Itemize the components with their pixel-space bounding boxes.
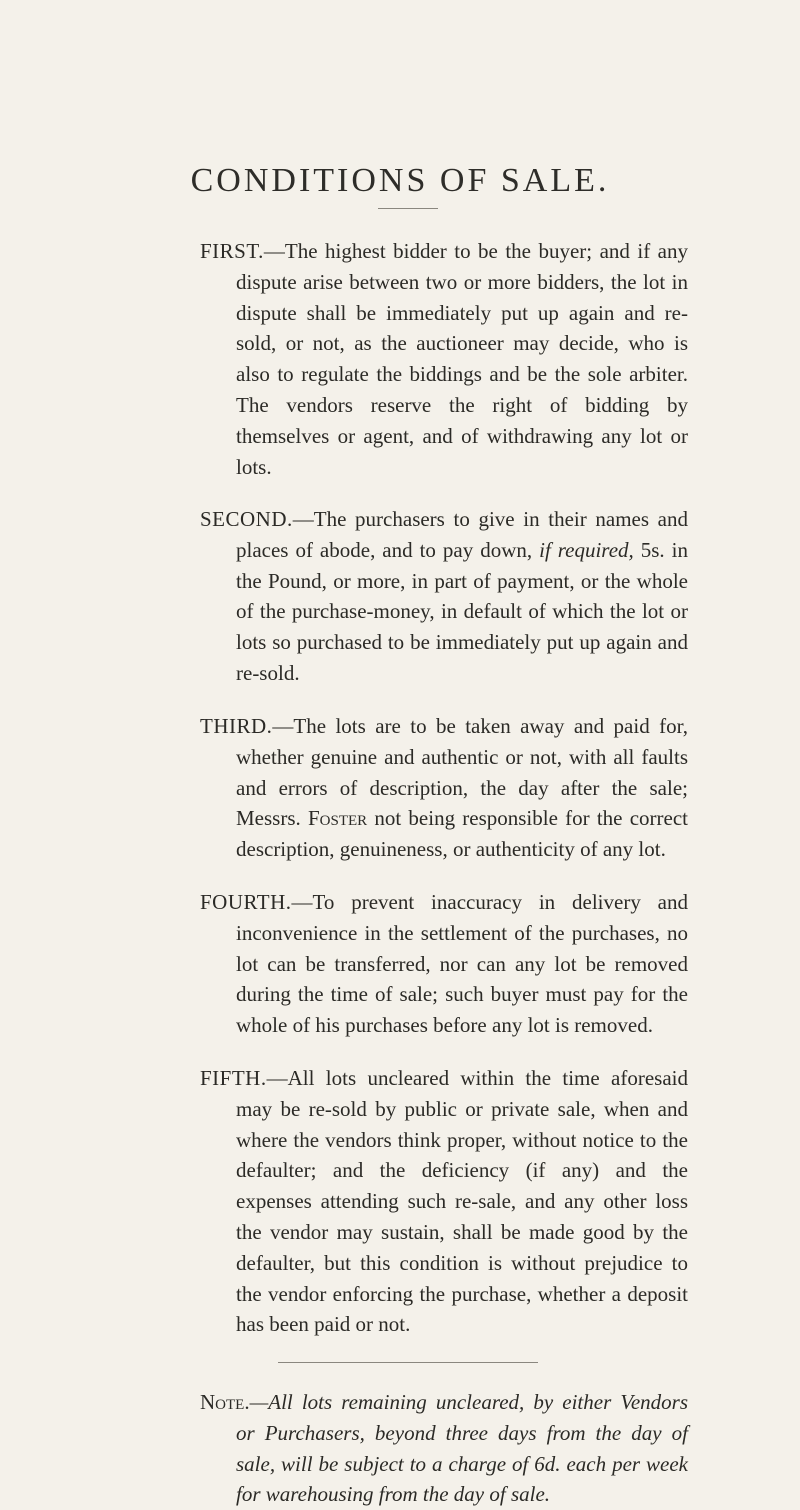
condition-italic-text: if required,: [539, 537, 634, 562]
condition-text: not being responsible for the correct description, genuineness, or authenticity of any lot.: [236, 806, 688, 862]
title-divider: [378, 208, 438, 209]
condition-text: 5s. in the Pound, or more, in part of payment, or the whole of the purchase-money, in default of which the lot or lots so purchased to be immediately put up again and re-sold.: [236, 537, 688, 685]
condition-label: FIRST.: [200, 239, 264, 263]
condition-third: [200, 711, 688, 865]
condition-fifth: [200, 1063, 688, 1340]
note-text: —All lots remaining uncleared, by either Vendors or Purchasers, beyond three days from the day of sale, will be subject to a charge of 6d. each per week for warehousing from the day of sale.: [236, 1390, 688, 1507]
condition-text: —To prevent inaccuracy in delivery and inconvenience in the settlement of the purchases, no lot can be transferred, nor can any lot be removed during the time of sale; such buyer must pay for the whole of his purchases before any lot is removed.: [236, 890, 688, 1038]
condition-text: —The highest bidder to be the buyer; and if any dispute arise between two or more bidders, the lot in dispute shall be immediately put up again and re-sold, or not, as the auctioneer may decide, who is also to regulate the biddings and be the sole arbiter. The vendors reserve the right of bidding by themselves or agent, and of withdrawing any lot or lots.: [236, 239, 688, 479]
auctioneer-name: Foster: [307, 806, 368, 831]
condition-text: —The lots are to be taken away and paid for, whether genuine and authentic or not, with all faults and errors of description, the day after the sale; Messrs.: [236, 714, 688, 831]
condition-text: —The purchasers to give in their names and places of abode, and to pay down,: [236, 507, 688, 562]
condition-label: FOURTH.: [200, 890, 292, 914]
condition-fourth: [200, 887, 688, 1041]
condition-label: FIFTH.: [200, 1066, 267, 1090]
note-label: Note.: [200, 1390, 250, 1414]
note: [200, 1387, 688, 1510]
condition-text: —All lots uncleared within the time aforesaid may be re-sold by public or private sale, when and where the vendors think proper, without notice to the defaulter; and the deficiency (if any) and the expenses attending such re-sale, and any other loss the vendor may sustain, shall be made good by the defaulter, but this condition is without prejudice to the vendor enforcing the purchase, whether a deposit has been paid or not.: [236, 1066, 688, 1337]
condition-first: [200, 236, 688, 482]
note-divider: [278, 1362, 538, 1363]
condition-second: [200, 504, 688, 689]
condition-label: SECOND.: [200, 507, 293, 531]
page-title: CONDITIONS OF SALE.: [190, 162, 610, 199]
condition-label: THIRD.: [200, 714, 273, 738]
